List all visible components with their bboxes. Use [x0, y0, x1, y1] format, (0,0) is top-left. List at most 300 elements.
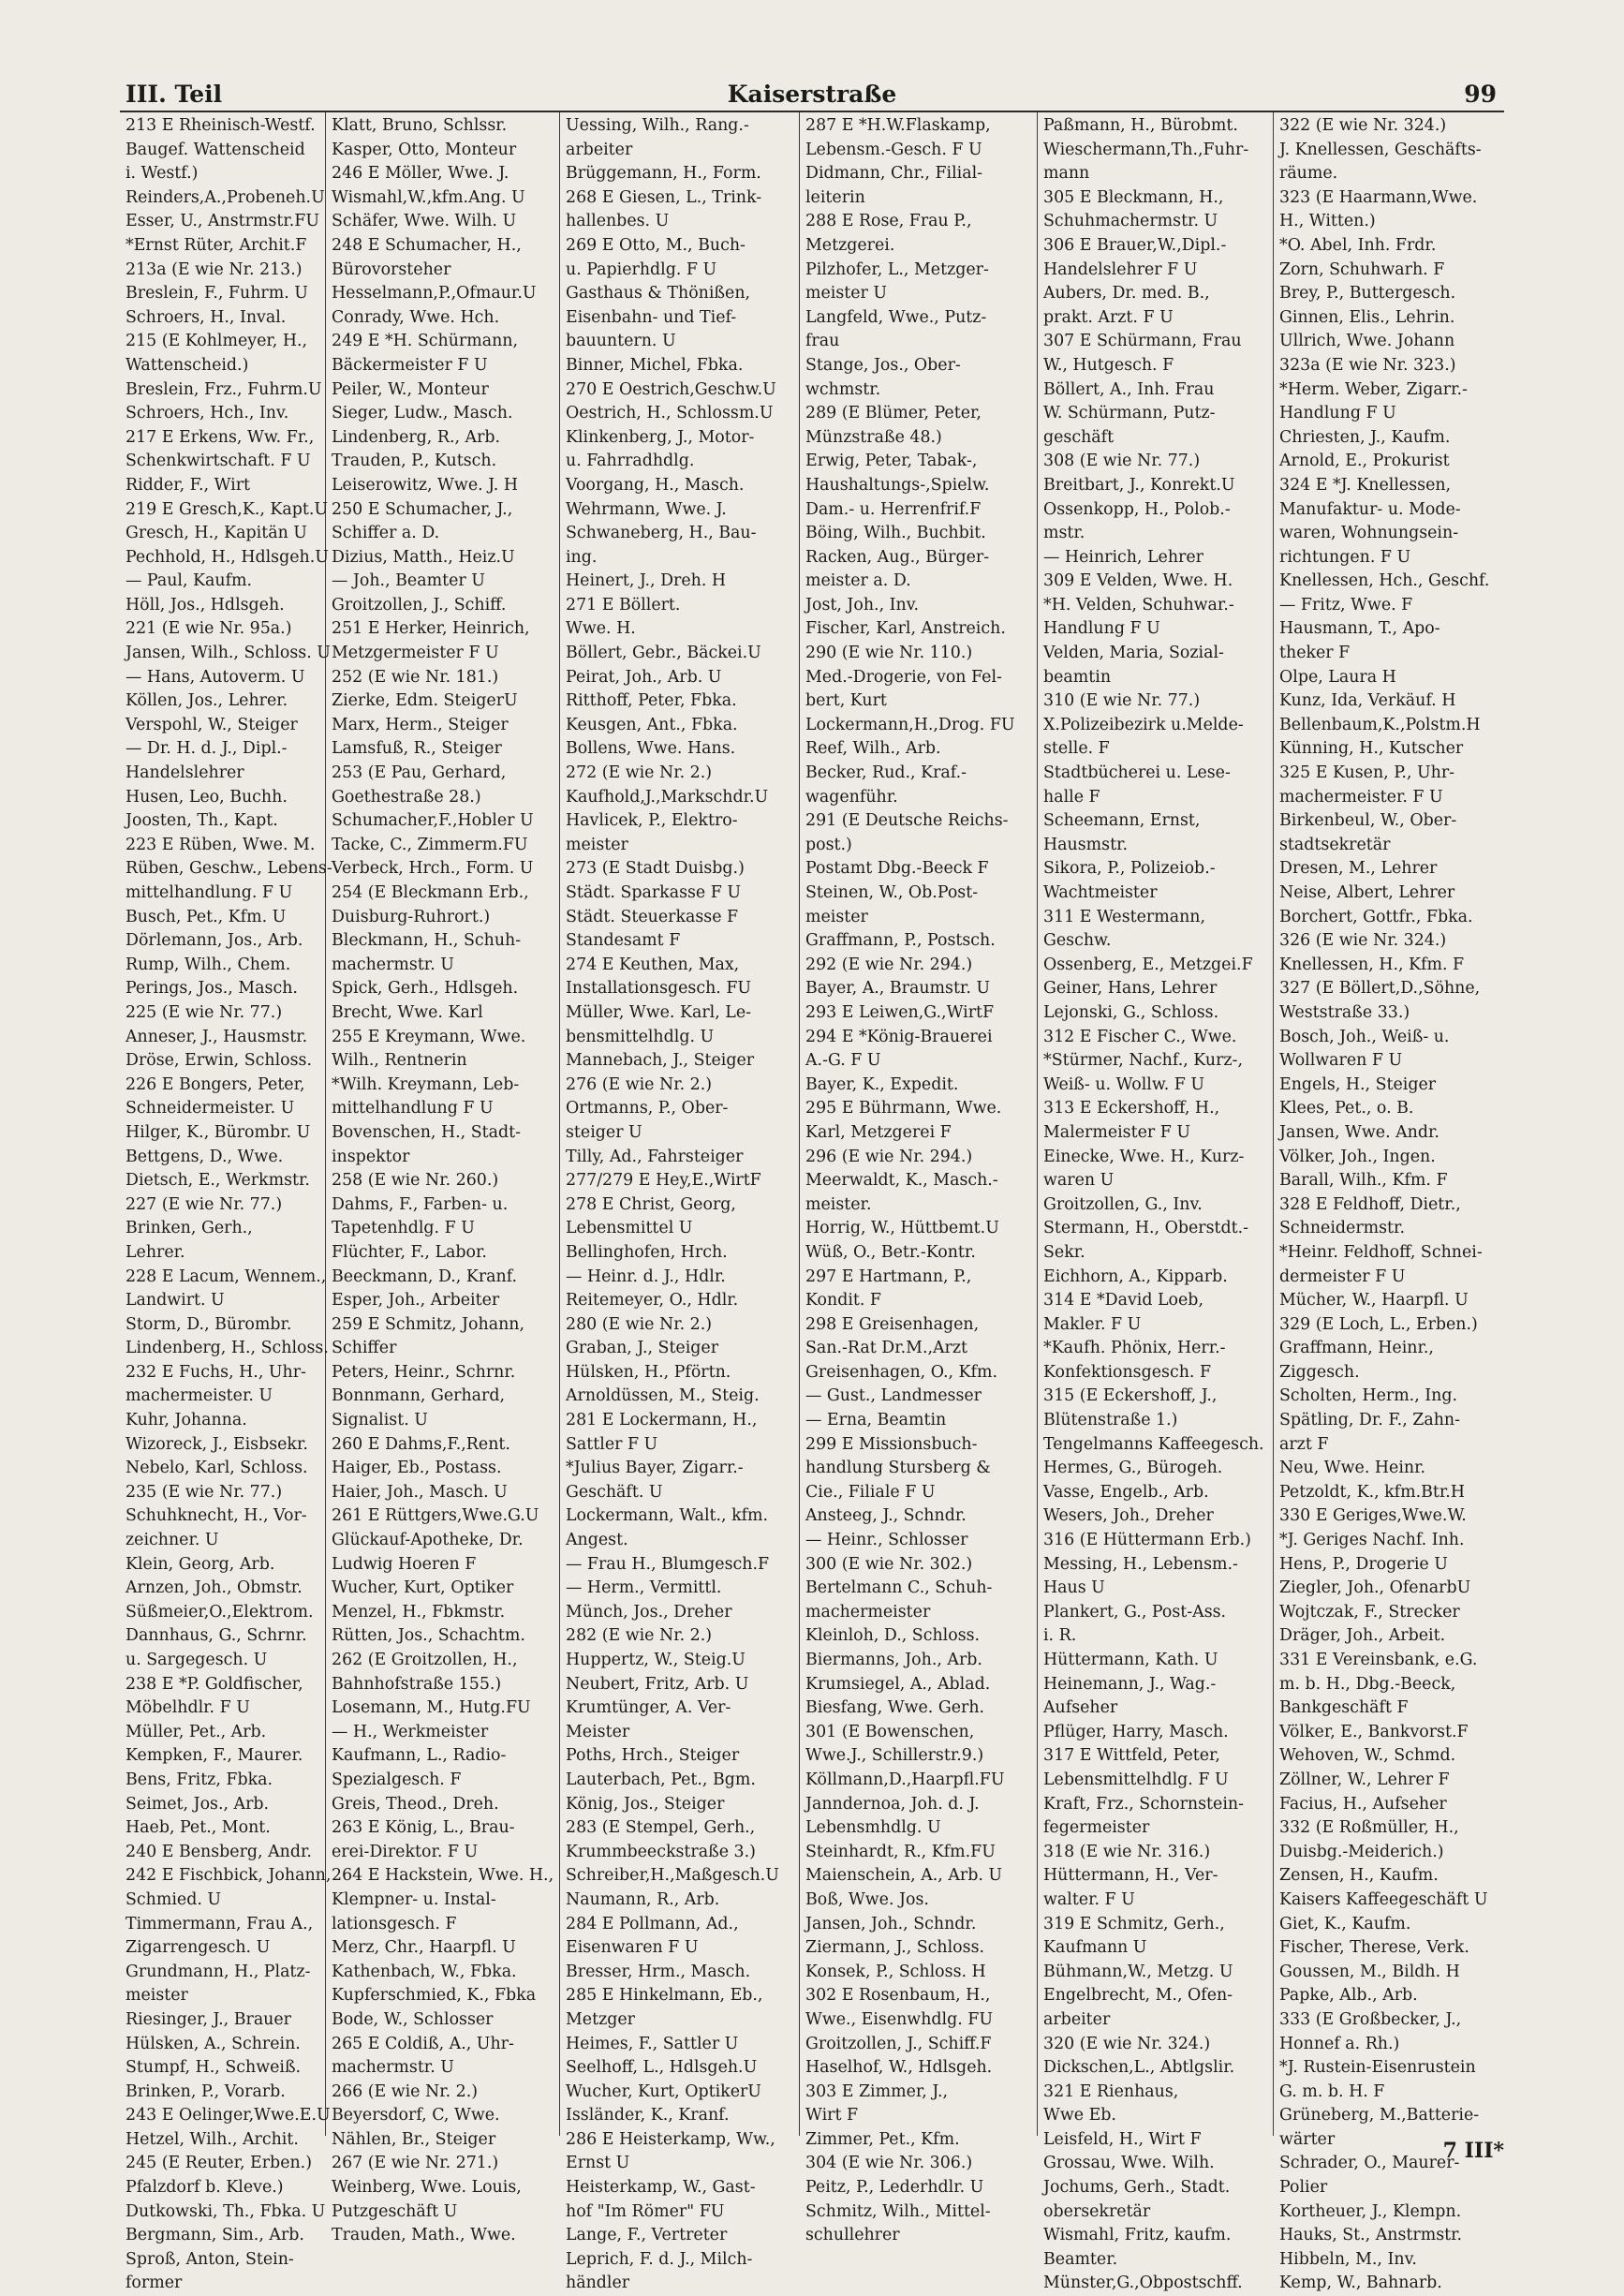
directory-entry: 323a (E wie Nr. 323.)	[1279, 355, 1456, 375]
directory-entry: Racken, Aug., Bürger-	[805, 547, 990, 567]
directory-entry: Dickschen,L., Abtlgslir.	[1043, 2058, 1235, 2078]
directory-entry: machermstr. U	[332, 955, 454, 974]
directory-entry: Landwirt. U	[125, 1291, 225, 1311]
directory-entry: *J. Rustein-Eisenrustein	[1279, 2058, 1476, 2078]
directory-entry: A.-G. F U	[805, 1051, 881, 1071]
directory-entry: Barall, Wilh., Kfm. F	[1279, 1171, 1448, 1191]
directory-entry: 300 (E wie Nr. 302.)	[805, 1554, 973, 1574]
directory-entry: Lindenberg, H., Schloss.	[125, 1339, 329, 1358]
directory-entry: Leiserowitz, Wwe. J. H	[332, 475, 519, 495]
directory-entry: hallenbes. U	[566, 212, 670, 231]
directory-entry: Wüß, O., Betr.-Kontr.	[805, 1242, 976, 1262]
directory-entry: 282 (E wie Nr. 2.)	[566, 1626, 713, 1646]
directory-entry: Jansen, Joh., Schndr.	[805, 1914, 977, 1933]
directory-entry: Pilzhofer, L., Metzger-	[805, 259, 989, 279]
directory-entry: Höll, Jos., Hdlsgeh.	[125, 595, 285, 615]
directory-entry: 286 E Heisterkamp, Ww.,	[566, 2129, 775, 2149]
directory-entry: 235 (E wie Nr. 77.)	[125, 1482, 283, 1502]
directory-entry: König, Jos., Steiger	[566, 1794, 725, 1814]
directory-entry: Med.-Drogerie, von Fel-	[805, 667, 1002, 687]
directory-entry: Installationsgesch. FU	[566, 979, 752, 999]
directory-entry: Glückauf-Apotheke, Dr.	[332, 1531, 524, 1550]
directory-entry: Köllen, Jos., Lehrer.	[125, 691, 288, 711]
directory-entry: Hauks, St., Anstrmstr.	[1279, 2226, 1463, 2245]
directory-entry: *Kaufh. Phönix, Herr.-	[1043, 1339, 1226, 1358]
directory-entry: *Ernst Rüter, Archit.F	[125, 235, 307, 255]
directory-entry: Böllert, Gebr., Bäckei.U	[566, 644, 761, 663]
directory-entry: Geschw.	[1043, 931, 1112, 951]
directory-entry: Olpe, Laura H	[1279, 667, 1396, 687]
directory-entry: Grüneberg, M.,Batterie-	[1279, 2106, 1480, 2126]
directory-entry: m. b. H., Dbg.-Beeck,	[1279, 1674, 1456, 1694]
directory-entry: Seimet, Jos., Arb.	[125, 1794, 270, 1814]
directory-entry: Papke, Alb., Arb.	[1279, 1986, 1418, 2006]
directory-entry: Hülsken, A., Schrein.	[125, 2034, 301, 2053]
directory-entry: Bovenschen, H., Stadt-	[332, 1122, 521, 1142]
directory-entry: Paßmann, H., Bürobmt.	[1043, 116, 1238, 135]
directory-entry: Schmitz, Wilh., Mittel-	[805, 2201, 991, 2221]
directory-entry: Menzel, H., Fbkmstr.	[332, 1602, 506, 1622]
directory-entry: 277/279 E Hey,E.,WirtF	[566, 1171, 761, 1191]
directory-entry: Heinert, J., Dreh. H	[566, 571, 727, 591]
column-5	[1038, 112, 1274, 2293]
directory-entry: Jost, Joh., Inv.	[805, 595, 919, 615]
directory-entry: Klempner- u. Instal-	[332, 1889, 496, 1909]
directory-entry: Spezialgesch. F	[332, 1770, 462, 1789]
directory-entry: Mücher, W., Haarpfl. U	[1279, 1291, 1469, 1311]
directory-entry: Stumpf, H., Schweiß.	[125, 2058, 302, 2078]
directory-entry: Dutkowski, Th., Fbka. U	[125, 2201, 326, 2221]
directory-entry: 266 (E wie Nr. 2.)	[332, 2081, 479, 2101]
directory-entry: Schroers, Hch., Inv.	[125, 404, 289, 423]
directory-entry: Schuhknecht, H., Vor-	[125, 1506, 307, 1526]
directory-entry: Weinberg, Wwe. Louis,	[332, 2178, 522, 2198]
directory-entry: waren, Wohnungsein-	[1279, 524, 1459, 543]
directory-entry: 301 (E Bowenschen,	[805, 1722, 975, 1741]
directory-entry: Bankgeschäft F	[1279, 1698, 1409, 1718]
directory-entry: Hermes, G., Bürogeh.	[1043, 1459, 1223, 1478]
directory-entry: erei-Direktor. F U	[332, 1842, 479, 1861]
directory-entry: Kaufhold,J.,Markschdr.U	[566, 787, 769, 807]
directory-entry: Dannhaus, G., Schrnr.	[125, 1626, 307, 1646]
directory-entry: Eisenwaren F U	[566, 1938, 699, 1958]
directory-entry: Biesfang, Wwe. Gerh.	[805, 1698, 985, 1718]
directory-entry: Lebensmittelhdlg. F U	[1043, 1770, 1229, 1789]
directory-entry: Ansteeg, J., Schndr.	[805, 1506, 967, 1526]
directory-entry: ing.	[566, 547, 598, 567]
directory-entry: Seelhoff, L., Hdlsgeh.U	[566, 2058, 758, 2078]
directory-entry: Kupferschmied, K., Fbka	[332, 1986, 537, 2006]
directory-entry: wärter	[1279, 2129, 1336, 2149]
directory-entry: X.Polizeibezirk u.Melde-	[1043, 715, 1244, 734]
directory-entry: Groitzollen, J., Schiff.	[332, 595, 507, 615]
directory-entry: obersekretär	[1043, 2201, 1151, 2221]
directory-entry: Riesinger, J., Brauer	[125, 2009, 291, 2029]
directory-entry: 312 E Fischer C., Wwe.	[1043, 1027, 1237, 1046]
directory-entry: 315 (E Eckershoff, J.,	[1043, 1386, 1218, 1406]
directory-entry: Dresen, M., Lehrer	[1279, 859, 1438, 879]
directory-entry: 268 E Giesen, L., Trink-	[566, 187, 762, 207]
directory-entry: Wehrmann, Wwe. J.	[566, 499, 727, 519]
directory-entry: 252 (E wie Nr. 181.)	[332, 667, 499, 687]
directory-entry: 271 E Böllert.	[566, 595, 681, 615]
directory-entry: Graban, J., Steiger	[566, 1339, 719, 1358]
directory-entry: Standesamt F	[566, 931, 681, 951]
directory-entry: Bürovorsteher	[332, 259, 451, 279]
directory-entry: meister.	[805, 1194, 872, 1214]
directory-entry: Makler. F U	[1043, 1314, 1142, 1334]
directory-entry: Zierke, Edm. SteigerU	[332, 691, 518, 711]
directory-entry: Wehoven, W., Schmd.	[1279, 1746, 1456, 1766]
directory-entry: Lockermann,H.,Drog. FU	[805, 715, 1015, 734]
directory-entry: Beamter.	[1043, 2249, 1118, 2269]
directory-entry: Plankert, G., Post-Ass.	[1043, 1602, 1227, 1622]
directory-entry: geschäft	[1043, 427, 1115, 447]
directory-entry: G. m. b. H. F	[1279, 2081, 1385, 2101]
column-1	[120, 112, 332, 2293]
directory-entry: — Frau H., Blumgesch.F	[566, 1554, 770, 1574]
directory-entry: Zigarrengesch. U	[125, 1938, 271, 1958]
directory-entry: Reef, Wilh., Arb.	[805, 739, 941, 759]
directory-entry: 294 E *König-Brauerei	[805, 1027, 993, 1046]
directory-entry: former	[125, 2274, 183, 2293]
directory-entry: Scheemann, Ernst,	[1043, 811, 1201, 831]
directory-entry: 289 (E Blümer, Peter,	[805, 404, 982, 423]
directory-entry: Handlung F U	[1279, 404, 1396, 423]
directory-entry: Handelslehrer F U	[1043, 259, 1198, 279]
directory-entry: — Heinr. d. J., Hdlr.	[566, 1267, 726, 1286]
directory-entry: Aubers, Dr. med. B.,	[1043, 284, 1210, 304]
directory-entry: Duisburg-Ruhrort.)	[332, 907, 491, 926]
directory-entry: *Heinr. Feldhoff, Schnei-	[1279, 1242, 1483, 1262]
directory-entry: Stadtbücherei u. Lese-	[1043, 763, 1231, 783]
directory-entry: — Fritz, Wwe. F	[1279, 595, 1413, 615]
directory-entry: Keusgen, Ant., Fbka.	[566, 715, 738, 734]
directory-entry: 324 E *J. Knellessen,	[1279, 475, 1452, 495]
directory-entry: Konsek, P., Schloss. H	[805, 1962, 986, 1981]
directory-entry: Dräger, Joh., Arbeit.	[1279, 1626, 1446, 1646]
directory-entry: Duisbg.-Meiderich.)	[1279, 1842, 1444, 1861]
directory-entry: mittelhandlung. F U	[125, 883, 293, 902]
directory-entry: Losemann, M., Hutg.FU	[332, 1698, 531, 1718]
directory-entry: Poths, Hrch., Steiger	[566, 1746, 740, 1766]
directory-entry: Merz, Chr., Haarpfl. U	[332, 1938, 516, 1958]
directory-entry: Honnef a. Rh.)	[1279, 2034, 1400, 2053]
directory-entry: 227 (E wie Nr. 77.)	[125, 1194, 283, 1214]
directory-entry: 280 (E wie Nr. 2.)	[566, 1314, 713, 1334]
directory-entry: 314 E *David Loeb,	[1043, 1291, 1203, 1311]
directory-entry: Wattenscheid.)	[125, 355, 249, 375]
directory-entry: 263 E König, L., Brau-	[332, 1818, 515, 1838]
directory-entry: 261 E Rüttgers,Wwe.G.U	[332, 1506, 539, 1526]
directory-entry: Spick, Gerh., Hdlsgeh.	[332, 979, 519, 999]
directory-entry: Hülsken, H., Pförtn.	[566, 1362, 731, 1382]
directory-entry: Schreiber,H.,Maßgesch.U	[566, 1866, 779, 1886]
directory-entry: Trauden, P., Kutsch.	[332, 452, 497, 471]
directory-entry: Schiffer a. D.	[332, 524, 440, 543]
directory-entry: Uessing, Wilh., Rang.-	[566, 116, 749, 135]
directory-entry: Blütenstraße 1.)	[1043, 1411, 1178, 1430]
column-2	[326, 112, 560, 2245]
directory-entry: Baugef. Wattenscheid	[125, 140, 305, 159]
directory-entry: — Heinr., Schlosser	[805, 1531, 968, 1550]
directory-entry: 311 E Westermann,	[1043, 907, 1205, 926]
directory-entry: wagenführ.	[805, 787, 898, 807]
directory-entry: Dietsch, E., Werkmstr.	[125, 1171, 310, 1191]
directory-entry: Goethestraße 28.)	[332, 787, 481, 807]
directory-entry: Sieger, Ludw., Masch.	[332, 404, 513, 423]
directory-entry: Brey, P., Buttergesch.	[1279, 284, 1456, 304]
directory-entry: 318 (E wie Nr. 316.)	[1043, 1842, 1211, 1861]
directory-entry: halle F	[1043, 787, 1100, 807]
directory-entry: 242 E Fischbick, Johann,	[125, 1866, 332, 1886]
directory-entry: Jansen, Wwe. Andr.	[1279, 1122, 1439, 1142]
directory-entry: 221 (E wie Nr. 95a.)	[125, 619, 292, 639]
directory-entry: Groitzollen, G., Inv.	[1043, 1194, 1203, 1214]
directory-entry: 254 (E Bleckmann Erb.,	[332, 883, 529, 902]
directory-entry: — Herm., Vermittl.	[566, 1578, 722, 1598]
directory-entry: 248 E Schumacher, H.,	[332, 235, 522, 255]
directory-entry: Putzgeschäft U	[332, 2201, 458, 2221]
directory-entry: Dam.- u. Herrenfrif.F	[805, 499, 982, 519]
directory-entry: 232 E Fuchs, H., Uhr-	[125, 1362, 306, 1382]
directory-entry: Kleinloh, D., Schloss.	[805, 1626, 981, 1646]
directory-entry: — Erna, Beamtin	[805, 1411, 947, 1430]
directory-entry: Böing, Wilh., Buchbit.	[805, 524, 986, 543]
directory-entry: 333 (E Großbecker, J.,	[1279, 2009, 1462, 2029]
directory-entry: Horrig, W., Hüttbemt.U	[805, 1219, 999, 1238]
directory-entry: Haeb, Pet., Mont.	[125, 1818, 271, 1838]
directory-entry: bensmittelhdlg. U	[566, 1027, 715, 1046]
directory-entry: Tapetenhdlg. F U	[332, 1219, 475, 1238]
directory-entry: Breitbart, J., Konrekt.U	[1043, 475, 1235, 495]
directory-entry: Geiner, Hans, Lehrer	[1043, 979, 1218, 999]
directory-entry: Graffmann, Heinr.,	[1279, 1339, 1434, 1358]
directory-entry: Eisenbahn- und Tief-	[566, 307, 737, 327]
directory-entry: Künning, H., Kutscher	[1279, 739, 1464, 759]
directory-entry: Facius, H., Aufseher	[1279, 1794, 1447, 1814]
directory-entry: 283 (E Stempel, Gerh.,	[566, 1818, 756, 1838]
directory-entry: 273 (E Stadt Duisbg.)	[566, 859, 745, 879]
directory-entry: 302 E Rosenbaum, H.,	[805, 1986, 991, 2006]
directory-entry: 319 E Schmitz, Gerh.,	[1043, 1914, 1225, 1933]
directory-entry: Pfalzdorf b. Kleve.)	[125, 2178, 284, 2198]
directory-entry: Leisfeld, H., Wirt F	[1043, 2129, 1202, 2149]
directory-entry: Pechhold, H., Hdlsgeh.U	[125, 547, 329, 567]
directory-entry: Münster,G.,Obpostschff.	[1043, 2274, 1243, 2293]
directory-entry: Janndernoa, Joh. d. J.	[805, 1794, 980, 1814]
directory-entry: Metzgermeister F U	[332, 644, 499, 663]
directory-entry: Kasper, Otto, Monteur	[332, 140, 517, 159]
directory-entry: fegermeister	[1043, 1818, 1150, 1838]
directory-entry: Verbeck, Hrch., Form. U	[332, 859, 534, 879]
directory-entry: Bonnmann, Gerhard,	[332, 1386, 506, 1406]
directory-entry: Kaufmann, L., Radio-	[332, 1746, 507, 1766]
directory-entry: Bäckermeister F U	[332, 355, 488, 375]
directory-entry: *Wilh. Kreymann, Leb-	[332, 1074, 520, 1094]
directory-entry: Köllmann,D.,Haarpfl.FU	[805, 1770, 1005, 1789]
directory-entry: Handelslehrer	[125, 763, 244, 783]
part-label: III. Teil	[125, 81, 223, 108]
directory-entry: Hilger, K., Bürombr. U	[125, 1122, 311, 1142]
directory-entry: Eichhorn, A., Kipparb.	[1043, 1267, 1228, 1286]
directory-entry: stadtsekretär	[1279, 835, 1391, 854]
directory-entry: Haushaltungs-,Spielw.	[805, 475, 990, 495]
directory-entry: Bahnhofstraße 155.)	[332, 1674, 502, 1694]
directory-entry: Chriesten, J., Kaufm.	[1279, 427, 1451, 447]
directory-entry: Kaisers Kaffeegeschäft U	[1279, 1889, 1488, 1909]
directory-entry: Wucher, Kurt, OptikerU	[566, 2081, 761, 2101]
directory-entry: Bresser, Hrm., Masch.	[566, 1962, 751, 1981]
directory-entry: 326 (E wie Nr. 324.)	[1279, 931, 1447, 951]
directory-entry: Kaufmann U	[1043, 1938, 1147, 1958]
directory-entry: inspektor	[332, 1147, 410, 1166]
signature-mark: 7 III*	[1442, 2139, 1504, 2163]
directory-entry: 322 (E wie Nr. 324.)	[1279, 116, 1447, 135]
directory-entry: Haselhof, W., Hdlsgeh.	[805, 2058, 993, 2078]
directory-entry: Zensen, H., Kaufm.	[1279, 1866, 1439, 1886]
directory-entry: *Herm. Weber, Zigarr.-	[1279, 379, 1468, 399]
directory-entry: Bellinghofen, Hrch.	[566, 1242, 728, 1262]
directory-entry: Kemp, W., Bahnarb.	[1279, 2274, 1442, 2293]
directory-entry: 219 E Gresch,K., Kapt.U	[125, 499, 329, 519]
directory-entry: arbeiter	[566, 140, 633, 159]
directory-entry: W. Schürmann, Putz-	[1043, 404, 1216, 423]
directory-entry: Krumtünger, A. Ver-	[566, 1698, 731, 1718]
directory-entry: 285 E Hinkelmann, Eb.,	[566, 1986, 763, 2006]
directory-entry: 262 (E Groitzollen, H.,	[332, 1651, 518, 1669]
directory-entry: Zöllner, W., Lehrer F	[1279, 1770, 1450, 1789]
directory-entry: Möbelhdlr. F U	[125, 1698, 250, 1718]
directory-entry: 265 E Coldiß, A., Uhr-	[332, 2034, 514, 2053]
directory-entry: Angest.	[566, 1531, 628, 1550]
directory-entry: Bens, Fritz, Fbka.	[125, 1770, 273, 1789]
directory-entry: walter. F U	[1043, 1889, 1135, 1909]
directory-entry: 225 (E wie Nr. 77.)	[125, 1002, 283, 1022]
directory-entry: meister	[566, 835, 628, 854]
directory-entry: Fischer, Therese, Verk.	[1279, 1938, 1469, 1958]
directory-entry: Goussen, M., Bildh. H	[1279, 1962, 1460, 1981]
directory-entry: 226 E Bongers, Peter,	[125, 1074, 305, 1094]
directory-entry: 316 (E Hüttermann Erb.)	[1043, 1531, 1251, 1550]
directory-entry: Bleckmann, H., Schuh-	[332, 931, 522, 951]
directory-entry: Klatt, Bruno, Schlssr.	[332, 116, 508, 135]
directory-entry: 269 E Otto, M., Buch-	[566, 235, 746, 255]
directory-entry: 228 E Lacum, Wennem.,	[125, 1267, 327, 1286]
directory-entry: mittelhandlung F U	[332, 1099, 494, 1118]
directory-entry: Böllert, A., Inh. Frau	[1043, 379, 1215, 399]
directory-entry: 306 E Brauer,W.,Dipl.-	[1043, 235, 1227, 255]
directory-entry: 246 E Möller, Wwe. J.	[332, 164, 509, 184]
directory-entry: Arnoldüssen, M., Steig.	[566, 1386, 760, 1406]
directory-entry: 264 E Hackstein, Wwe. H.,	[332, 1866, 554, 1886]
directory-entry: 303 E Zimmer, J.,	[805, 2081, 948, 2101]
directory-entry: Hens, P., Drogerie U	[1279, 1554, 1448, 1574]
directory-entry: Bertelmann C., Schuh-	[805, 1578, 993, 1598]
directory-entry: 260 E Dahms,F.,Rent.	[332, 1434, 510, 1454]
directory-entry: Husen, Leo, Buchh.	[125, 787, 288, 807]
directory-entry: Kathenbach, W., Fbka.	[332, 1962, 517, 1981]
directory-entry: 238 E *P. Goldfischer,	[125, 1674, 303, 1694]
directory-entry: 293 E Leiwen,G.,WirtF	[805, 1002, 995, 1022]
directory-entry: Kortheuer, J., Klempn.	[1279, 2201, 1462, 2221]
directory-entry: — Hans, Autoverm. U	[125, 667, 305, 687]
directory-entry: Rütten, Jos., Schachtm.	[332, 1626, 525, 1646]
directory-entry: Scholten, Herm., Ing.	[1279, 1386, 1457, 1406]
directory-entry: 243 E Oelinger,Wwe.E.U	[125, 2106, 331, 2126]
directory-entry: Binner, Michel, Fbka.	[566, 355, 744, 375]
directory-entry: 274 E Keuthen, Max,	[566, 955, 740, 974]
directory-entry: Ossenberg, E., Metzgei.F	[1043, 955, 1253, 974]
directory-entry: Bode, W., Schlosser	[332, 2009, 494, 2029]
directory-entry: theker F	[1279, 644, 1351, 663]
directory-entry: Bellenbaum,K.,Polstm.H	[1279, 715, 1481, 734]
directory-entry: Müller, Pet., Arb.	[125, 1722, 267, 1741]
directory-entry: post.)	[805, 835, 852, 854]
directory-entry: Schrader, O., Maurer-	[1279, 2154, 1460, 2173]
directory-entry: 329 (E Loch, L., Erben.)	[1279, 1314, 1478, 1334]
directory-entry: Karl, Metzgerei F	[805, 1122, 952, 1142]
directory-entry: Stermann, H., Oberstdt.-	[1043, 1219, 1249, 1238]
directory-entry: Jochums, Gerh., Stadt.	[1043, 2178, 1231, 2198]
directory-entry: 217 E Erkens, Ww. Fr.,	[125, 427, 315, 447]
directory-entry: — Joh., Beamter U	[332, 571, 485, 591]
directory-entry: Arnold, E., Prokurist	[1279, 452, 1450, 471]
directory-entry: 296 (E wie Nr. 294.)	[805, 1147, 973, 1166]
directory-entry: räume.	[1279, 164, 1338, 184]
directory-entry: 290 (E wie Nr. 110.)	[805, 644, 973, 663]
directory-entry: Lange, F., Vertreter	[566, 2226, 728, 2245]
directory-entry: 249 E *H. Schürmann,	[332, 332, 519, 351]
directory-entry: 313 E Eckershoff, H.,	[1043, 1099, 1220, 1118]
directory-entry: 310 (E wie Nr. 77.)	[1043, 691, 1201, 711]
directory-entry: meister	[125, 1986, 188, 2006]
directory-entry: San.-Rat Dr.M.,Arzt	[805, 1339, 968, 1358]
directory-entry: Haier, Joh., Masch. U	[332, 1482, 508, 1502]
directory-entry: Joosten, Th., Kapt.	[125, 811, 278, 831]
directory-entry: 240 E Bensberg, Andr.	[125, 1842, 312, 1861]
directory-entry: bert, Kurt	[805, 691, 887, 711]
directory-entry: waren U	[1043, 1171, 1115, 1191]
directory-entry: Schuhmachermstr. U	[1043, 212, 1218, 231]
directory-entry: 297 E Hartmann, P.,	[805, 1267, 972, 1286]
directory-entry: Wismahl, Fritz, kaufm.	[1043, 2226, 1232, 2245]
directory-entry: richtungen. F U	[1279, 547, 1411, 567]
directory-entry: Schenkwirtschaft. F U	[125, 452, 311, 471]
directory-entry: Tacke, C., Zimmerm.FU	[332, 835, 528, 854]
directory-entry: schullehrer	[805, 2226, 900, 2245]
directory-entry: 323 (E Haarmann,Wwe.	[1279, 187, 1478, 207]
directory-entry: Kuhr, Johanna.	[125, 1411, 247, 1430]
directory-entry: Meerwaldt, K., Masch.-	[805, 1171, 998, 1191]
directory-entry: meister a. D.	[805, 571, 911, 591]
directory-entry: Storm, D., Bürombr.	[125, 1314, 292, 1334]
directory-entry: Knellessen, H., Kfm. F	[1279, 955, 1465, 974]
directory-entry: dermeister F U	[1279, 1267, 1406, 1286]
directory-entry: Völker, Joh., Ingen.	[1279, 1147, 1436, 1166]
directory-entry: Biermanns, Joh., Arb.	[805, 1651, 982, 1669]
directory-entry: Erwig, Peter, Tabak-,	[805, 452, 978, 471]
directory-entry: Bayer, A., Braumstr. U	[805, 979, 991, 999]
directory-entry: 272 (E wie Nr. 2.)	[566, 763, 713, 783]
directory-entry: Jansen, Wilh., Schloss. U	[125, 644, 331, 663]
directory-entry: Heisterkamp, W., Gast-	[566, 2178, 756, 2198]
directory-entry: hof "Im Römer" FU	[566, 2201, 725, 2221]
directory-entry: Nebelo, Karl, Schloss.	[125, 1459, 308, 1478]
directory-entry: Geschäft. U	[566, 1482, 663, 1502]
directory-entry: 307 E Schürmann, Frau	[1043, 332, 1242, 351]
directory-entry: Sattler F U	[566, 1434, 658, 1454]
